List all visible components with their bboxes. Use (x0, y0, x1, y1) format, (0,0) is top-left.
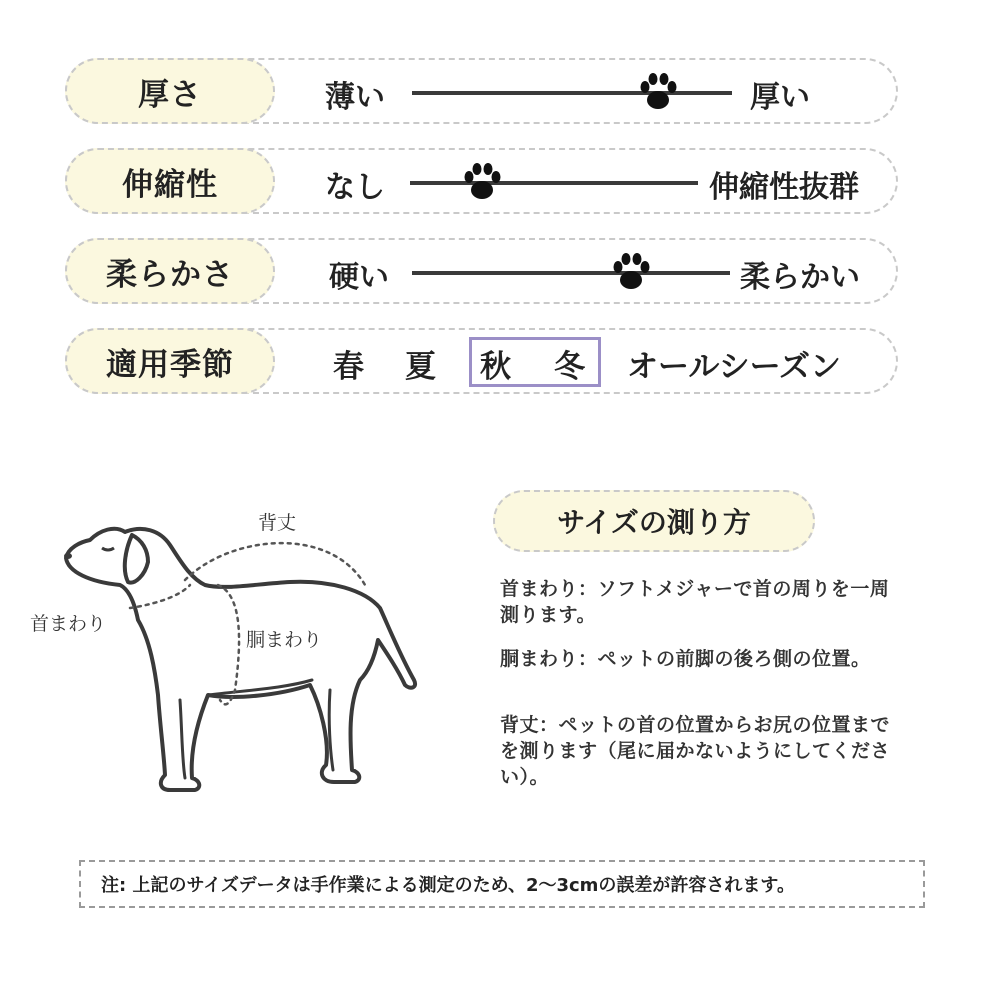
season-row (65, 328, 898, 394)
back-description: 背丈：ペットの首の位置からお尻の位置までを測ります（尾に届かないようにしてください）。 (500, 714, 891, 788)
softness-min-label: 硬い (329, 260, 389, 295)
chest-description: 胴まわり：ペットの前脚の後ろ側の位置。 (500, 648, 871, 670)
neck-label: 首まわり (30, 613, 107, 635)
back-length-label: 背丈 (258, 512, 297, 534)
thickness-label: 厚さ (65, 58, 275, 124)
season-winter: 冬 (554, 349, 585, 385)
season-autumn: 秋 (480, 349, 511, 385)
season-label: 適用季節 (65, 328, 275, 394)
chest-label: 胴まわり (246, 629, 323, 651)
stretch-label: 伸縮性 (65, 148, 275, 214)
thickness-max-label: 厚い (750, 80, 810, 115)
softness-label: 柔らかさ (65, 238, 275, 304)
paw-icon (609, 250, 653, 294)
season-spring: 春 (333, 349, 364, 385)
stretch-max-label: 伸縮性抜群 (709, 170, 859, 205)
season-summer: 夏 (405, 349, 436, 385)
softness-row (65, 238, 898, 304)
thickness-min-label: 薄い (325, 80, 385, 115)
thickness-scale-line (412, 91, 732, 95)
softness-scale-line (412, 271, 730, 275)
stretch-min-label: なし (325, 170, 385, 205)
season-all: オールシーズン (627, 349, 842, 385)
softness-max-label: 柔らかい (740, 260, 860, 295)
paw-icon (460, 160, 504, 204)
paw-icon (636, 70, 680, 114)
thickness-row (65, 58, 898, 124)
measurement-note: 注: 上記のサイズデータは手作業による測定のため、2〜3cmの誤差が許容されます。 (79, 860, 925, 908)
dog-diagram (30, 490, 450, 810)
stretch-row (65, 148, 898, 214)
neck-description: 首まわり：ソフトメジャーで首の周りを一周測ります。 (500, 578, 890, 626)
size-guide-title: サイズの測り方 (493, 490, 815, 552)
stretch-scale-line (410, 181, 698, 185)
